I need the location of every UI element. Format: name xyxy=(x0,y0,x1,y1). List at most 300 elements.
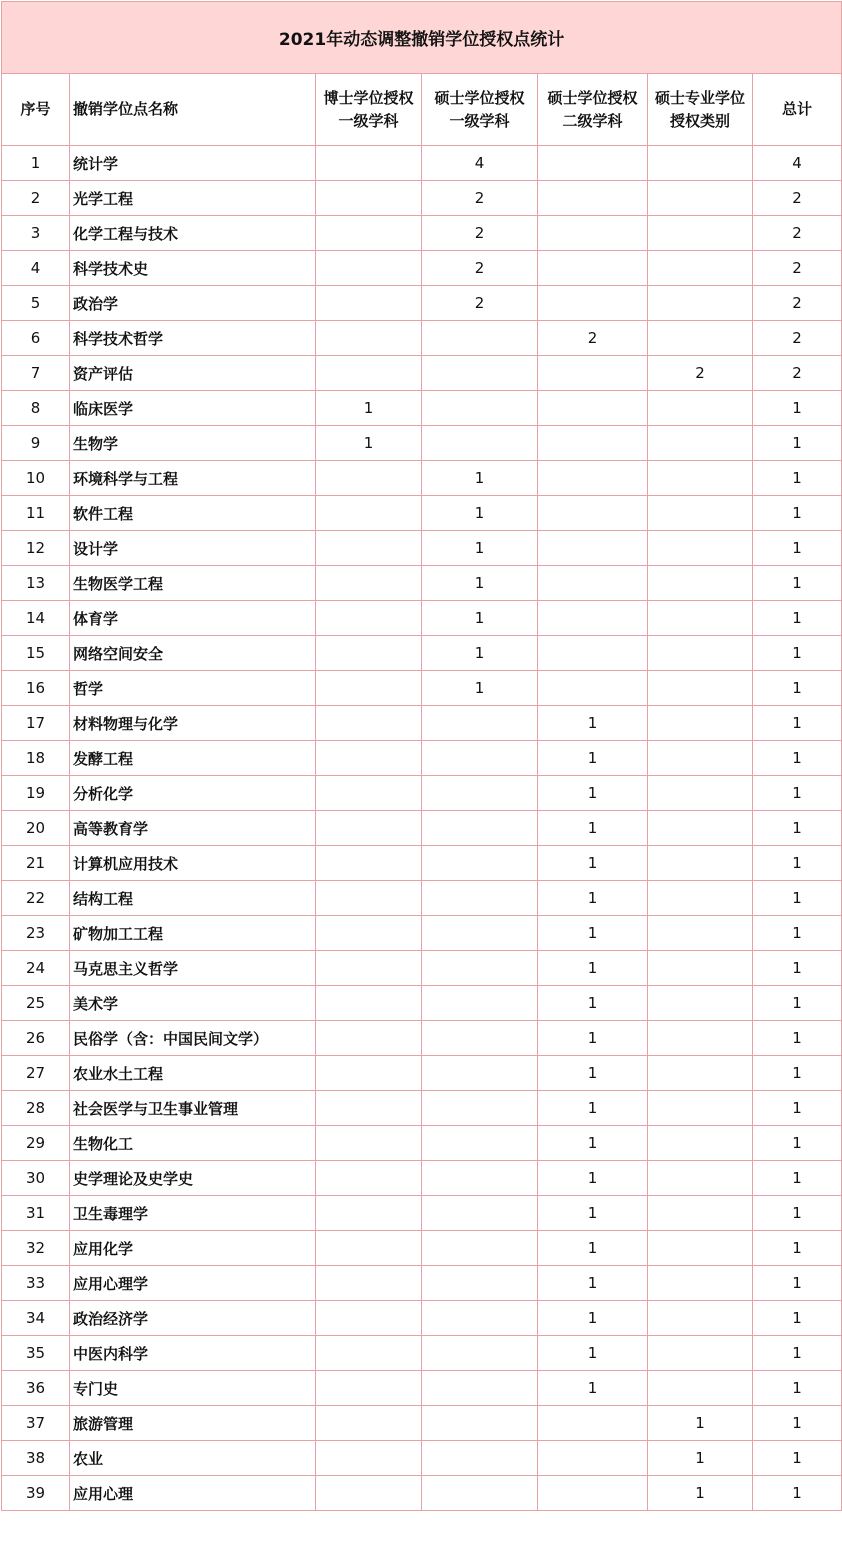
cell-name: 科学技术史 xyxy=(70,251,316,286)
cell-total: 1 xyxy=(753,706,842,741)
cell-index: 21 xyxy=(2,846,70,881)
cell-doctor xyxy=(316,1231,422,1266)
cell-master-first-level: 2 xyxy=(422,286,538,321)
cell-name: 矿物加工工程 xyxy=(70,916,316,951)
cell-index: 33 xyxy=(2,1266,70,1301)
cell-master-first-level xyxy=(422,1056,538,1091)
cell-master-second-level xyxy=(538,181,648,216)
cell-total: 1 xyxy=(753,1091,842,1126)
cell-doctor xyxy=(316,1336,422,1371)
cell-professional: 2 xyxy=(648,356,753,391)
revoked-degree-points-table xyxy=(1,1,842,1511)
cell-index: 18 xyxy=(2,741,70,776)
table-row xyxy=(2,776,842,811)
table-row xyxy=(2,881,842,916)
cell-master-second-level: 1 xyxy=(538,881,648,916)
cell-doctor xyxy=(316,1301,422,1336)
cell-index: 38 xyxy=(2,1441,70,1476)
cell-master-second-level xyxy=(538,216,648,251)
cell-professional xyxy=(648,461,753,496)
cell-master-first-level: 1 xyxy=(422,566,538,601)
cell-total: 1 xyxy=(753,496,842,531)
cell-doctor xyxy=(316,601,422,636)
cell-index: 2 xyxy=(2,181,70,216)
cell-name: 哲学 xyxy=(70,671,316,706)
cell-master-second-level xyxy=(538,496,648,531)
cell-professional xyxy=(648,286,753,321)
header-master1-line1: 硕士学位授权 xyxy=(434,88,525,107)
header-master2-line2: 二级学科 xyxy=(562,111,623,130)
cell-name: 农业 xyxy=(70,1441,316,1476)
cell-master-second-level: 1 xyxy=(538,986,648,1021)
table-row xyxy=(2,1441,842,1476)
cell-master-second-level xyxy=(538,531,648,566)
cell-total: 2 xyxy=(753,251,842,286)
cell-doctor xyxy=(316,216,422,251)
cell-professional: 1 xyxy=(648,1406,753,1441)
cell-name: 计算机应用技术 xyxy=(70,846,316,881)
cell-index: 7 xyxy=(2,356,70,391)
cell-master-second-level: 1 xyxy=(538,706,648,741)
cell-index: 32 xyxy=(2,1231,70,1266)
cell-master-first-level xyxy=(422,986,538,1021)
cell-master-second-level xyxy=(538,1406,648,1441)
cell-total: 1 xyxy=(753,986,842,1021)
cell-total: 4 xyxy=(753,146,842,181)
cell-master-second-level: 1 xyxy=(538,846,648,881)
cell-name: 旅游管理 xyxy=(70,1406,316,1441)
cell-total: 1 xyxy=(753,531,842,566)
cell-master-second-level: 1 xyxy=(538,1021,648,1056)
cell-total: 1 xyxy=(753,671,842,706)
cell-master-second-level xyxy=(538,356,648,391)
cell-doctor xyxy=(316,321,422,356)
cell-total: 1 xyxy=(753,1266,842,1301)
table-row xyxy=(2,321,842,356)
cell-master-first-level xyxy=(422,706,538,741)
cell-name: 应用心理学 xyxy=(70,1266,316,1301)
cell-total: 1 xyxy=(753,1161,842,1196)
cell-professional xyxy=(648,1091,753,1126)
cell-doctor xyxy=(316,146,422,181)
cell-doctor xyxy=(316,496,422,531)
cell-master-second-level xyxy=(538,426,648,461)
cell-name: 科学技术哲学 xyxy=(70,321,316,356)
cell-index: 3 xyxy=(2,216,70,251)
cell-professional xyxy=(648,706,753,741)
table-row xyxy=(2,601,842,636)
cell-professional xyxy=(648,741,753,776)
cell-doctor xyxy=(316,566,422,601)
cell-name: 民俗学（含：中国民间文学） xyxy=(70,1021,316,1056)
cell-professional xyxy=(648,1161,753,1196)
cell-professional: 1 xyxy=(648,1476,753,1511)
cell-total: 1 xyxy=(753,811,842,846)
cell-total: 1 xyxy=(753,601,842,636)
cell-total: 1 xyxy=(753,1231,842,1266)
cell-master-second-level xyxy=(538,1476,648,1511)
header-master2-line1: 硕士学位授权 xyxy=(547,88,638,107)
table-row xyxy=(2,846,842,881)
cell-total: 1 xyxy=(753,776,842,811)
cell-master-first-level xyxy=(422,741,538,776)
cell-name: 设计学 xyxy=(70,531,316,566)
cell-index: 10 xyxy=(2,461,70,496)
cell-master-first-level xyxy=(422,1161,538,1196)
cell-master-first-level xyxy=(422,916,538,951)
cell-master-first-level xyxy=(422,1266,538,1301)
cell-index: 23 xyxy=(2,916,70,951)
cell-professional xyxy=(648,636,753,671)
table-row xyxy=(2,811,842,846)
cell-name: 材料物理与化学 xyxy=(70,706,316,741)
cell-master-second-level: 1 xyxy=(538,1126,648,1161)
table-row xyxy=(2,1056,842,1091)
cell-name: 光学工程 xyxy=(70,181,316,216)
table-row xyxy=(2,1301,842,1336)
cell-name: 政治经济学 xyxy=(70,1301,316,1336)
cell-professional xyxy=(648,321,753,356)
cell-master-second-level: 1 xyxy=(538,1231,648,1266)
cell-professional: 1 xyxy=(648,1441,753,1476)
cell-doctor xyxy=(316,811,422,846)
cell-doctor: 1 xyxy=(316,391,422,426)
cell-professional xyxy=(648,1196,753,1231)
cell-master-second-level xyxy=(538,636,648,671)
table-row xyxy=(2,1021,842,1056)
cell-professional xyxy=(648,951,753,986)
cell-index: 15 xyxy=(2,636,70,671)
header-index: 序号 xyxy=(2,74,70,146)
cell-total: 1 xyxy=(753,1196,842,1231)
cell-professional xyxy=(648,916,753,951)
cell-master-second-level: 1 xyxy=(538,916,648,951)
cell-index: 29 xyxy=(2,1126,70,1161)
table-row xyxy=(2,1476,842,1511)
cell-name: 体育学 xyxy=(70,601,316,636)
cell-professional xyxy=(648,601,753,636)
header-master-second-level xyxy=(538,74,648,146)
cell-name: 分析化学 xyxy=(70,776,316,811)
cell-index: 6 xyxy=(2,321,70,356)
cell-master-second-level: 1 xyxy=(538,811,648,846)
cell-doctor xyxy=(316,881,422,916)
cell-master-first-level xyxy=(422,951,538,986)
table-row xyxy=(2,741,842,776)
cell-name: 统计学 xyxy=(70,146,316,181)
cell-doctor xyxy=(316,741,422,776)
cell-doctor xyxy=(316,1196,422,1231)
cell-name: 化学工程与技术 xyxy=(70,216,316,251)
cell-master-first-level xyxy=(422,1126,538,1161)
cell-doctor xyxy=(316,1441,422,1476)
cell-name: 资产评估 xyxy=(70,356,316,391)
cell-master-first-level: 1 xyxy=(422,671,538,706)
cell-doctor xyxy=(316,846,422,881)
cell-index: 34 xyxy=(2,1301,70,1336)
cell-professional xyxy=(648,881,753,916)
table-row xyxy=(2,916,842,951)
header-total: 总计 xyxy=(753,74,842,146)
table-row xyxy=(2,636,842,671)
cell-master-first-level xyxy=(422,1441,538,1476)
cell-professional xyxy=(648,181,753,216)
cell-name: 农业水土工程 xyxy=(70,1056,316,1091)
cell-index: 22 xyxy=(2,881,70,916)
cell-name: 卫生毒理学 xyxy=(70,1196,316,1231)
cell-master-first-level xyxy=(422,321,538,356)
header-prof-line1: 硕士专业学位 xyxy=(654,88,745,107)
table-row xyxy=(2,566,842,601)
cell-index: 9 xyxy=(2,426,70,461)
cell-master-first-level: 1 xyxy=(422,496,538,531)
cell-master-first-level: 2 xyxy=(422,251,538,286)
cell-total: 1 xyxy=(753,636,842,671)
table-row xyxy=(2,391,842,426)
cell-master-second-level xyxy=(538,146,648,181)
cell-total: 1 xyxy=(753,881,842,916)
cell-doctor xyxy=(316,776,422,811)
cell-professional xyxy=(648,1301,753,1336)
cell-master-first-level xyxy=(422,1231,538,1266)
cell-professional xyxy=(648,846,753,881)
cell-professional xyxy=(648,426,753,461)
cell-name: 中医内科学 xyxy=(70,1336,316,1371)
cell-total: 1 xyxy=(753,1301,842,1336)
cell-professional xyxy=(648,146,753,181)
cell-master-second-level: 1 xyxy=(538,951,648,986)
cell-doctor xyxy=(316,951,422,986)
cell-doctor xyxy=(316,1091,422,1126)
table-row xyxy=(2,461,842,496)
header-doctor xyxy=(316,74,422,146)
cell-master-first-level xyxy=(422,391,538,426)
cell-index: 35 xyxy=(2,1336,70,1371)
cell-professional xyxy=(648,566,753,601)
cell-name: 史学理论及史学史 xyxy=(70,1161,316,1196)
cell-doctor xyxy=(316,1476,422,1511)
table-row xyxy=(2,1126,842,1161)
cell-doctor xyxy=(316,1266,422,1301)
cell-name: 社会医学与卫生事业管理 xyxy=(70,1091,316,1126)
cell-master-second-level: 1 xyxy=(538,1196,648,1231)
cell-master-first-level xyxy=(422,776,538,811)
cell-index: 13 xyxy=(2,566,70,601)
cell-master-first-level xyxy=(422,846,538,881)
cell-doctor: 1 xyxy=(316,426,422,461)
cell-master-second-level: 1 xyxy=(538,1161,648,1196)
table-row xyxy=(2,1091,842,1126)
cell-name: 生物化工 xyxy=(70,1126,316,1161)
table-row xyxy=(2,1231,842,1266)
cell-professional xyxy=(648,671,753,706)
cell-doctor xyxy=(316,1406,422,1441)
cell-total: 1 xyxy=(753,1406,842,1441)
table-row xyxy=(2,706,842,741)
cell-total: 1 xyxy=(753,1056,842,1091)
table-row xyxy=(2,1406,842,1441)
cell-total: 1 xyxy=(753,741,842,776)
cell-professional xyxy=(648,531,753,566)
cell-index: 39 xyxy=(2,1476,70,1511)
cell-master-first-level xyxy=(422,426,538,461)
cell-index: 1 xyxy=(2,146,70,181)
header-prof-line2: 授权类别 xyxy=(669,111,730,130)
cell-doctor xyxy=(316,251,422,286)
cell-master-second-level: 1 xyxy=(538,776,648,811)
cell-master-first-level: 1 xyxy=(422,636,538,671)
cell-total: 1 xyxy=(753,1126,842,1161)
cell-master-second-level xyxy=(538,286,648,321)
cell-doctor xyxy=(316,286,422,321)
cell-master-first-level: 4 xyxy=(422,146,538,181)
cell-index: 24 xyxy=(2,951,70,986)
cell-name: 政治学 xyxy=(70,286,316,321)
cell-name: 软件工程 xyxy=(70,496,316,531)
cell-master-second-level: 1 xyxy=(538,1091,648,1126)
cell-master-first-level xyxy=(422,811,538,846)
cell-total: 2 xyxy=(753,356,842,391)
cell-master-second-level: 1 xyxy=(538,1056,648,1091)
table-title: 2021年动态调整撤销学位授权点统计 xyxy=(2,2,842,74)
cell-professional xyxy=(648,1056,753,1091)
table-row xyxy=(2,986,842,1021)
cell-name: 马克思主义哲学 xyxy=(70,951,316,986)
cell-index: 16 xyxy=(2,671,70,706)
cell-index: 12 xyxy=(2,531,70,566)
cell-index: 31 xyxy=(2,1196,70,1231)
cell-master-first-level xyxy=(422,1301,538,1336)
cell-total: 1 xyxy=(753,426,842,461)
cell-index: 27 xyxy=(2,1056,70,1091)
cell-master-second-level xyxy=(538,391,648,426)
cell-professional xyxy=(648,776,753,811)
table-row xyxy=(2,1336,842,1371)
table-row xyxy=(2,496,842,531)
cell-name: 应用心理 xyxy=(70,1476,316,1511)
cell-master-first-level xyxy=(422,1196,538,1231)
cell-total: 1 xyxy=(753,916,842,951)
cell-master-second-level: 1 xyxy=(538,1371,648,1406)
cell-name: 网络空间安全 xyxy=(70,636,316,671)
header-professional xyxy=(648,74,753,146)
cell-master-first-level: 1 xyxy=(422,531,538,566)
cell-master-first-level xyxy=(422,1091,538,1126)
cell-name: 美术学 xyxy=(70,986,316,1021)
cell-total: 1 xyxy=(753,391,842,426)
table-row xyxy=(2,951,842,986)
table-row xyxy=(2,216,842,251)
cell-total: 1 xyxy=(753,566,842,601)
cell-professional xyxy=(648,496,753,531)
cell-index: 19 xyxy=(2,776,70,811)
cell-doctor xyxy=(316,636,422,671)
cell-name: 结构工程 xyxy=(70,881,316,916)
table-row xyxy=(2,146,842,181)
table-row xyxy=(2,426,842,461)
cell-doctor xyxy=(316,916,422,951)
cell-doctor xyxy=(316,181,422,216)
cell-index: 28 xyxy=(2,1091,70,1126)
title-row xyxy=(2,2,842,74)
cell-total: 2 xyxy=(753,181,842,216)
cell-professional xyxy=(648,1126,753,1161)
cell-master-first-level xyxy=(422,1406,538,1441)
cell-name: 生物医学工程 xyxy=(70,566,316,601)
header-master1-line2: 一级学科 xyxy=(449,111,510,130)
cell-name: 临床医学 xyxy=(70,391,316,426)
cell-master-second-level xyxy=(538,251,648,286)
cell-master-first-level xyxy=(422,1476,538,1511)
cell-master-second-level: 2 xyxy=(538,321,648,356)
cell-master-first-level xyxy=(422,1021,538,1056)
cell-index: 36 xyxy=(2,1371,70,1406)
cell-total: 1 xyxy=(753,846,842,881)
cell-master-second-level xyxy=(538,566,648,601)
cell-master-second-level: 1 xyxy=(538,1266,648,1301)
cell-doctor xyxy=(316,1056,422,1091)
cell-doctor xyxy=(316,1161,422,1196)
cell-professional xyxy=(648,391,753,426)
cell-index: 11 xyxy=(2,496,70,531)
cell-master-first-level: 1 xyxy=(422,461,538,496)
cell-name: 环境科学与工程 xyxy=(70,461,316,496)
table-row xyxy=(2,181,842,216)
header-doctor-line1: 博士学位授权 xyxy=(323,88,414,107)
cell-total: 1 xyxy=(753,1371,842,1406)
cell-total: 1 xyxy=(753,1441,842,1476)
cell-doctor xyxy=(316,671,422,706)
cell-total: 1 xyxy=(753,951,842,986)
table-row xyxy=(2,531,842,566)
table-row xyxy=(2,1196,842,1231)
cell-master-first-level: 1 xyxy=(422,601,538,636)
cell-professional xyxy=(648,1231,753,1266)
cell-professional xyxy=(648,1266,753,1301)
cell-professional xyxy=(648,1371,753,1406)
cell-total: 1 xyxy=(753,461,842,496)
cell-index: 14 xyxy=(2,601,70,636)
cell-doctor xyxy=(316,706,422,741)
cell-doctor xyxy=(316,1126,422,1161)
cell-master-first-level xyxy=(422,881,538,916)
cell-master-first-level: 2 xyxy=(422,181,538,216)
cell-master-second-level: 1 xyxy=(538,741,648,776)
cell-index: 17 xyxy=(2,706,70,741)
table-row xyxy=(2,1161,842,1196)
cell-index: 37 xyxy=(2,1406,70,1441)
cell-name: 专门史 xyxy=(70,1371,316,1406)
cell-master-second-level xyxy=(538,671,648,706)
cell-total: 1 xyxy=(753,1336,842,1371)
cell-total: 2 xyxy=(753,321,842,356)
cell-professional xyxy=(648,216,753,251)
cell-total: 2 xyxy=(753,286,842,321)
cell-master-second-level: 1 xyxy=(538,1336,648,1371)
cell-doctor xyxy=(316,986,422,1021)
cell-master-second-level: 1 xyxy=(538,1301,648,1336)
cell-doctor xyxy=(316,1371,422,1406)
cell-master-first-level: 2 xyxy=(422,216,538,251)
cell-master-first-level xyxy=(422,1336,538,1371)
cell-total: 2 xyxy=(753,216,842,251)
cell-index: 5 xyxy=(2,286,70,321)
cell-index: 25 xyxy=(2,986,70,1021)
cell-doctor xyxy=(316,461,422,496)
cell-name: 应用化学 xyxy=(70,1231,316,1266)
header-doctor-line2: 一级学科 xyxy=(338,111,399,130)
cell-index: 26 xyxy=(2,1021,70,1056)
